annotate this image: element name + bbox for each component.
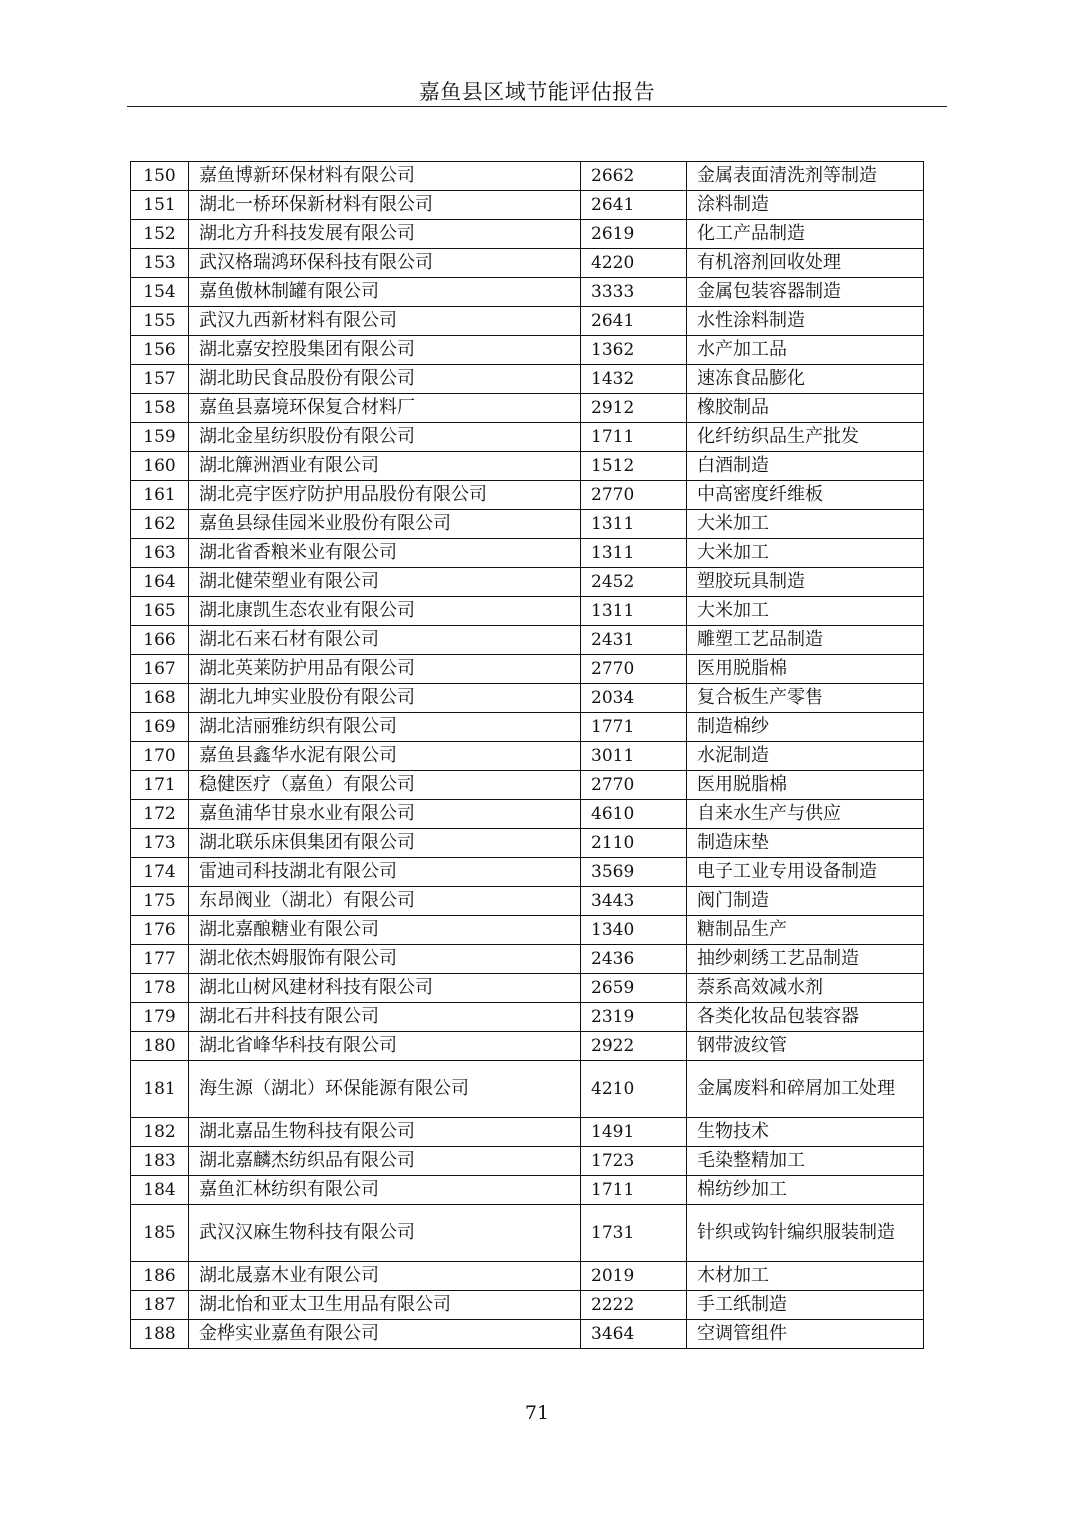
company-name-cell: 雷迪司科技湖北有限公司 <box>189 858 581 887</box>
industry-name-cell: 化纤纺织品生产批发 <box>687 423 924 452</box>
row-number-cell: 156 <box>131 336 189 365</box>
company-name-cell: 嘉鱼县鑫华水泥有限公司 <box>189 742 581 771</box>
industry-code-cell: 2770 <box>581 481 687 510</box>
company-name-cell: 湖北嘉品生物科技有限公司 <box>189 1118 581 1147</box>
table-row <box>131 887 924 916</box>
industry-code-cell: 1311 <box>581 597 687 626</box>
industry-name-cell: 抽纱刺绣工艺品制造 <box>687 945 924 974</box>
company-name-cell: 湖北康凯生态农业有限公司 <box>189 597 581 626</box>
table-row <box>131 1176 924 1205</box>
industry-name-cell: 制造床垫 <box>687 829 924 858</box>
row-number-cell: 152 <box>131 220 189 249</box>
industry-code-cell: 2110 <box>581 829 687 858</box>
company-name-cell: 嘉鱼浦华甘泉水业有限公司 <box>189 800 581 829</box>
industry-code-cell: 1771 <box>581 713 687 742</box>
company-name-cell: 湖北洁丽雅纺织有限公司 <box>189 713 581 742</box>
industry-name-cell: 橡胶制品 <box>687 394 924 423</box>
row-number-cell: 181 <box>131 1061 189 1118</box>
industry-code-cell: 2222 <box>581 1291 687 1320</box>
industry-code-cell: 2436 <box>581 945 687 974</box>
table-row <box>131 1205 924 1262</box>
industry-name-cell: 手工纸制造 <box>687 1291 924 1320</box>
industry-name-cell: 复合板生产零售 <box>687 684 924 713</box>
company-name-cell: 湖北英莱防护用品有限公司 <box>189 655 581 684</box>
table-row <box>131 626 924 655</box>
industry-name-cell: 糖制品生产 <box>687 916 924 945</box>
row-number-cell: 186 <box>131 1262 189 1291</box>
industry-name-cell: 电子工业专用设备制造 <box>687 858 924 887</box>
row-number-cell: 172 <box>131 800 189 829</box>
table-row <box>131 1262 924 1291</box>
row-number-cell: 166 <box>131 626 189 655</box>
industry-name-cell: 各类化妆品包装容器 <box>687 1003 924 1032</box>
row-number-cell: 158 <box>131 394 189 423</box>
company-name-cell: 湖北省香粮米业有限公司 <box>189 539 581 568</box>
industry-code-cell: 3464 <box>581 1320 687 1349</box>
industry-name-cell: 木材加工 <box>687 1262 924 1291</box>
industry-code-cell: 1711 <box>581 423 687 452</box>
table-row <box>131 278 924 307</box>
table-row <box>131 655 924 684</box>
table-row <box>131 162 924 191</box>
company-name-cell: 嘉鱼汇林纺织有限公司 <box>189 1176 581 1205</box>
table-row <box>131 191 924 220</box>
industry-name-cell: 金属废料和碎屑加工处理 <box>687 1061 924 1118</box>
company-name-cell: 武汉九西新材料有限公司 <box>189 307 581 336</box>
row-number-cell: 157 <box>131 365 189 394</box>
industry-name-cell: 雕塑工艺品制造 <box>687 626 924 655</box>
industry-name-cell: 大米加工 <box>687 597 924 626</box>
table-row <box>131 916 924 945</box>
table-row <box>131 1118 924 1147</box>
industry-code-cell: 2034 <box>581 684 687 713</box>
company-name-cell: 湖北簰洲酒业有限公司 <box>189 452 581 481</box>
industry-name-cell: 中高密度纤维板 <box>687 481 924 510</box>
industry-code-cell: 1491 <box>581 1118 687 1147</box>
enterprise-table-body <box>131 162 924 1349</box>
industry-code-cell: 1311 <box>581 539 687 568</box>
row-number-cell: 178 <box>131 974 189 1003</box>
table-row <box>131 1320 924 1349</box>
industry-code-cell: 2912 <box>581 394 687 423</box>
table-row <box>131 423 924 452</box>
row-number-cell: 182 <box>131 1118 189 1147</box>
table-row <box>131 394 924 423</box>
industry-code-cell: 1711 <box>581 1176 687 1205</box>
industry-code-cell: 1512 <box>581 452 687 481</box>
table-row <box>131 829 924 858</box>
table-row <box>131 1032 924 1061</box>
company-name-cell: 嘉鱼傲林制罐有限公司 <box>189 278 581 307</box>
table-row <box>131 1003 924 1032</box>
company-name-cell: 湖北晟嘉木业有限公司 <box>189 1262 581 1291</box>
company-name-cell: 湖北山树风建材科技有限公司 <box>189 974 581 1003</box>
table-row <box>131 481 924 510</box>
industry-code-cell: 2770 <box>581 655 687 684</box>
row-number-cell: 150 <box>131 162 189 191</box>
row-number-cell: 184 <box>131 1176 189 1205</box>
industry-code-cell: 2319 <box>581 1003 687 1032</box>
table-row <box>131 452 924 481</box>
industry-name-cell: 制造棉纱 <box>687 713 924 742</box>
industry-code-cell: 1731 <box>581 1205 687 1262</box>
industry-name-cell: 棉纺纱加工 <box>687 1176 924 1205</box>
row-number-cell: 173 <box>131 829 189 858</box>
row-number-cell: 176 <box>131 916 189 945</box>
table-row <box>131 597 924 626</box>
industry-code-cell: 3569 <box>581 858 687 887</box>
table-row <box>131 945 924 974</box>
table-row <box>131 568 924 597</box>
row-number-cell: 174 <box>131 858 189 887</box>
table-row <box>131 742 924 771</box>
company-name-cell: 湖北健荣塑业有限公司 <box>189 568 581 597</box>
row-number-cell: 168 <box>131 684 189 713</box>
industry-code-cell: 1362 <box>581 336 687 365</box>
company-name-cell: 湖北怡和亚太卫生用品有限公司 <box>189 1291 581 1320</box>
company-name-cell: 湖北嘉酿糖业有限公司 <box>189 916 581 945</box>
industry-name-cell: 萘系高效减水剂 <box>687 974 924 1003</box>
company-name-cell: 湖北方升科技发展有限公司 <box>189 220 581 249</box>
company-name-cell: 嘉鱼县嘉境环保复合材料厂 <box>189 394 581 423</box>
industry-name-cell: 水产加工品 <box>687 336 924 365</box>
industry-name-cell: 空调管组件 <box>687 1320 924 1349</box>
industry-code-cell: 4610 <box>581 800 687 829</box>
table-row <box>131 249 924 278</box>
industry-code-cell: 3443 <box>581 887 687 916</box>
row-number-cell: 164 <box>131 568 189 597</box>
row-number-cell: 163 <box>131 539 189 568</box>
row-number-cell: 162 <box>131 510 189 539</box>
page-header-title: 嘉鱼县区域节能评估报告 <box>418 80 656 104</box>
industry-name-cell: 针织或钩针编织服装制造 <box>687 1205 924 1262</box>
company-name-cell: 湖北石来石材有限公司 <box>189 626 581 655</box>
industry-code-cell: 3011 <box>581 742 687 771</box>
page-number: 71 <box>524 1402 550 1424</box>
industry-code-cell: 1723 <box>581 1147 687 1176</box>
industry-code-cell: 1340 <box>581 916 687 945</box>
company-name-cell: 湖北嘉麟杰纺织品有限公司 <box>189 1147 581 1176</box>
industry-code-cell: 2922 <box>581 1032 687 1061</box>
industry-name-cell: 塑胶玩具制造 <box>687 568 924 597</box>
industry-name-cell: 金属表面清洗剂等制造 <box>687 162 924 191</box>
industry-code-cell: 2662 <box>581 162 687 191</box>
row-number-cell: 159 <box>131 423 189 452</box>
table-row <box>131 1061 924 1118</box>
industry-name-cell: 水性涂料制造 <box>687 307 924 336</box>
company-name-cell: 湖北亮宇医疗防护用品股份有限公司 <box>189 481 581 510</box>
company-name-cell: 湖北嘉安控股集团有限公司 <box>189 336 581 365</box>
industry-name-cell: 自来水生产与供应 <box>687 800 924 829</box>
company-name-cell: 湖北助民食品股份有限公司 <box>189 365 581 394</box>
industry-code-cell: 3333 <box>581 278 687 307</box>
table-row <box>131 974 924 1003</box>
industry-name-cell: 速冻食品膨化 <box>687 365 924 394</box>
company-name-cell: 湖北依杰姆服饰有限公司 <box>189 945 581 974</box>
company-name-cell: 东昂阀业（湖北）有限公司 <box>189 887 581 916</box>
table-row <box>131 539 924 568</box>
table-row <box>131 1291 924 1320</box>
industry-name-cell: 毛染整精加工 <box>687 1147 924 1176</box>
industry-name-cell: 生物技术 <box>687 1118 924 1147</box>
header-divider <box>127 106 947 107</box>
row-number-cell: 155 <box>131 307 189 336</box>
company-name-cell: 嘉鱼博新环保材料有限公司 <box>189 162 581 191</box>
row-number-cell: 170 <box>131 742 189 771</box>
table-row <box>131 336 924 365</box>
industry-code-cell: 2019 <box>581 1262 687 1291</box>
company-name-cell: 湖北九坤实业股份有限公司 <box>189 684 581 713</box>
industry-code-cell: 2659 <box>581 974 687 1003</box>
industry-code-cell: 2770 <box>581 771 687 800</box>
industry-code-cell: 4210 <box>581 1061 687 1118</box>
company-name-cell: 武汉格瑞鸿环保科技有限公司 <box>189 249 581 278</box>
company-name-cell: 海生源（湖北）环保能源有限公司 <box>189 1061 581 1118</box>
row-number-cell: 153 <box>131 249 189 278</box>
company-name-cell: 湖北金星纺织股份有限公司 <box>189 423 581 452</box>
industry-name-cell: 钢带波纹管 <box>687 1032 924 1061</box>
industry-name-cell: 涂料制造 <box>687 191 924 220</box>
table-row <box>131 1147 924 1176</box>
row-number-cell: 154 <box>131 278 189 307</box>
industry-name-cell: 金属包装容器制造 <box>687 278 924 307</box>
company-name-cell: 湖北联乐床俱集团有限公司 <box>189 829 581 858</box>
industry-name-cell: 白酒制造 <box>687 452 924 481</box>
industry-code-cell: 2431 <box>581 626 687 655</box>
table-row <box>131 307 924 336</box>
industry-name-cell: 阀门制造 <box>687 887 924 916</box>
industry-code-cell: 2619 <box>581 220 687 249</box>
industry-name-cell: 医用脱脂棉 <box>687 771 924 800</box>
industry-name-cell: 大米加工 <box>687 510 924 539</box>
industry-code-cell: 2641 <box>581 307 687 336</box>
company-name-cell: 嘉鱼县绿佳园米业股份有限公司 <box>189 510 581 539</box>
row-number-cell: 187 <box>131 1291 189 1320</box>
row-number-cell: 180 <box>131 1032 189 1061</box>
table-row <box>131 365 924 394</box>
table-row <box>131 713 924 742</box>
company-name-cell: 湖北省峰华科技有限公司 <box>189 1032 581 1061</box>
row-number-cell: 165 <box>131 597 189 626</box>
table-row <box>131 684 924 713</box>
row-number-cell: 188 <box>131 1320 189 1349</box>
company-name-cell: 稳健医疗（嘉鱼）有限公司 <box>189 771 581 800</box>
industry-code-cell: 2452 <box>581 568 687 597</box>
industry-code-cell: 1311 <box>581 510 687 539</box>
industry-name-cell: 水泥制造 <box>687 742 924 771</box>
row-number-cell: 179 <box>131 1003 189 1032</box>
row-number-cell: 175 <box>131 887 189 916</box>
table-row <box>131 771 924 800</box>
row-number-cell: 167 <box>131 655 189 684</box>
company-name-cell: 湖北一桥环保新材料有限公司 <box>189 191 581 220</box>
company-name-cell: 金桦实业嘉鱼有限公司 <box>189 1320 581 1349</box>
row-number-cell: 171 <box>131 771 189 800</box>
company-name-cell: 湖北石井科技有限公司 <box>189 1003 581 1032</box>
row-number-cell: 177 <box>131 945 189 974</box>
row-number-cell: 185 <box>131 1205 189 1262</box>
industry-code-cell: 2641 <box>581 191 687 220</box>
table-row <box>131 510 924 539</box>
enterprise-table <box>130 161 924 1349</box>
table-row <box>131 220 924 249</box>
row-number-cell: 169 <box>131 713 189 742</box>
industry-code-cell: 4220 <box>581 249 687 278</box>
row-number-cell: 160 <box>131 452 189 481</box>
industry-code-cell: 1432 <box>581 365 687 394</box>
table-row <box>131 858 924 887</box>
industry-name-cell: 有机溶剂回收处理 <box>687 249 924 278</box>
row-number-cell: 183 <box>131 1147 189 1176</box>
row-number-cell: 161 <box>131 481 189 510</box>
row-number-cell: 151 <box>131 191 189 220</box>
industry-name-cell: 化工产品制造 <box>687 220 924 249</box>
industry-name-cell: 大米加工 <box>687 539 924 568</box>
company-name-cell: 武汉汉麻生物科技有限公司 <box>189 1205 581 1262</box>
industry-name-cell: 医用脱脂棉 <box>687 655 924 684</box>
table-row <box>131 800 924 829</box>
